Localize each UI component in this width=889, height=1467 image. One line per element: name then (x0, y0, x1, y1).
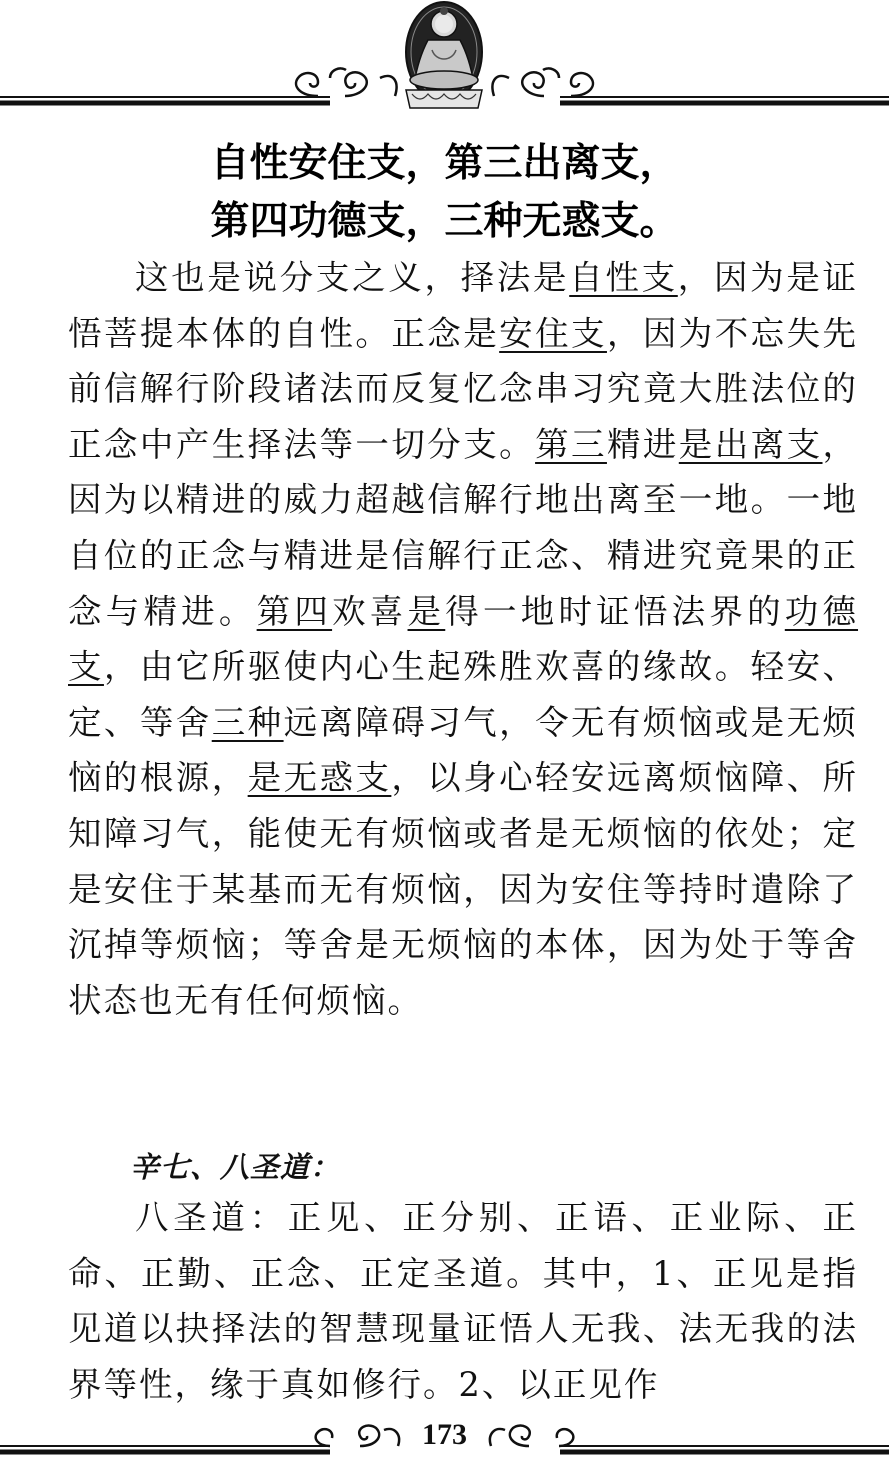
header-ornament (0, 0, 889, 118)
text-run: ，由它所驱使内心生起殊胜欢喜的缘故。轻安、定、等舍 (68, 647, 859, 742)
underlined-text: 三种 (211, 702, 284, 742)
text-run: ，因为不忘失先前信解行阶段诸法而反复忆念串习究竟大胜法位的正念中产生择法等一切分支。 (68, 313, 859, 464)
text-run: 精进 (606, 424, 679, 464)
verse-line-1: 自性安住支，第三出离支， (210, 141, 679, 186)
cloud-scroll-icon (492, 68, 592, 96)
underlined-text: 是无惑支 (247, 758, 392, 798)
section-heading: 辛七、八圣道： (130, 1150, 341, 1184)
text-run: ，因为以精进的威力超越信解行地出离至一地。一地自位的正念与精进是信解行正念、精进究竟果的正念与精进。 (68, 424, 859, 631)
page-number: 173 (422, 1418, 467, 1451)
underlined-text: 是出离支 (678, 424, 823, 464)
underlined-text: 安住支 (499, 313, 607, 353)
text-run: ，因为是证悟菩提本体的自性。正念是 (68, 258, 859, 353)
text-run: 得一地时证悟法界的 (445, 591, 785, 631)
verse-line-2: 第四功德支，三种无惑支。 (210, 199, 679, 244)
underlined-text: 第三 (535, 424, 607, 464)
underlined-text: 自性支 (569, 258, 678, 297)
cloud-scroll-icon (296, 68, 396, 96)
text-run: 这也是说分支之义，择法是 (135, 258, 570, 297)
underlined-text: 功德支 (68, 591, 859, 687)
text-run: 远离障碍习气，令无有烦恼或是无烦恼的根源， (68, 702, 859, 798)
text-run: 欢喜 (332, 591, 408, 631)
commentary-paragraph-1 (68, 250, 858, 1028)
text-run: ，以身心轻安远离烦恼障、所知障习气，能使无有烦恼或者是无烦恼的依处；定是安住于某基而无有烦恼，因为安住等持时遣除了沉掉等烦恼；等舍是无烦恼的本体，因为处于等舍状态也无有任何烦恼。 (68, 758, 859, 1020)
underlined-text: 第四 (256, 591, 333, 631)
paragraph-text: 八圣道：正见、正分别、正语、正业际、正命、正勤、正念、正定圣道。其中，1、正见是指见道以抉择法的智慧现量证悟人无我、法无我的法界等性，缘于真如修行。2、以正见作 (68, 1198, 858, 1404)
underlined-text: 是 (407, 591, 446, 631)
seated-buddha-icon (406, 2, 482, 108)
commentary-paragraph-2 (68, 1190, 858, 1412)
